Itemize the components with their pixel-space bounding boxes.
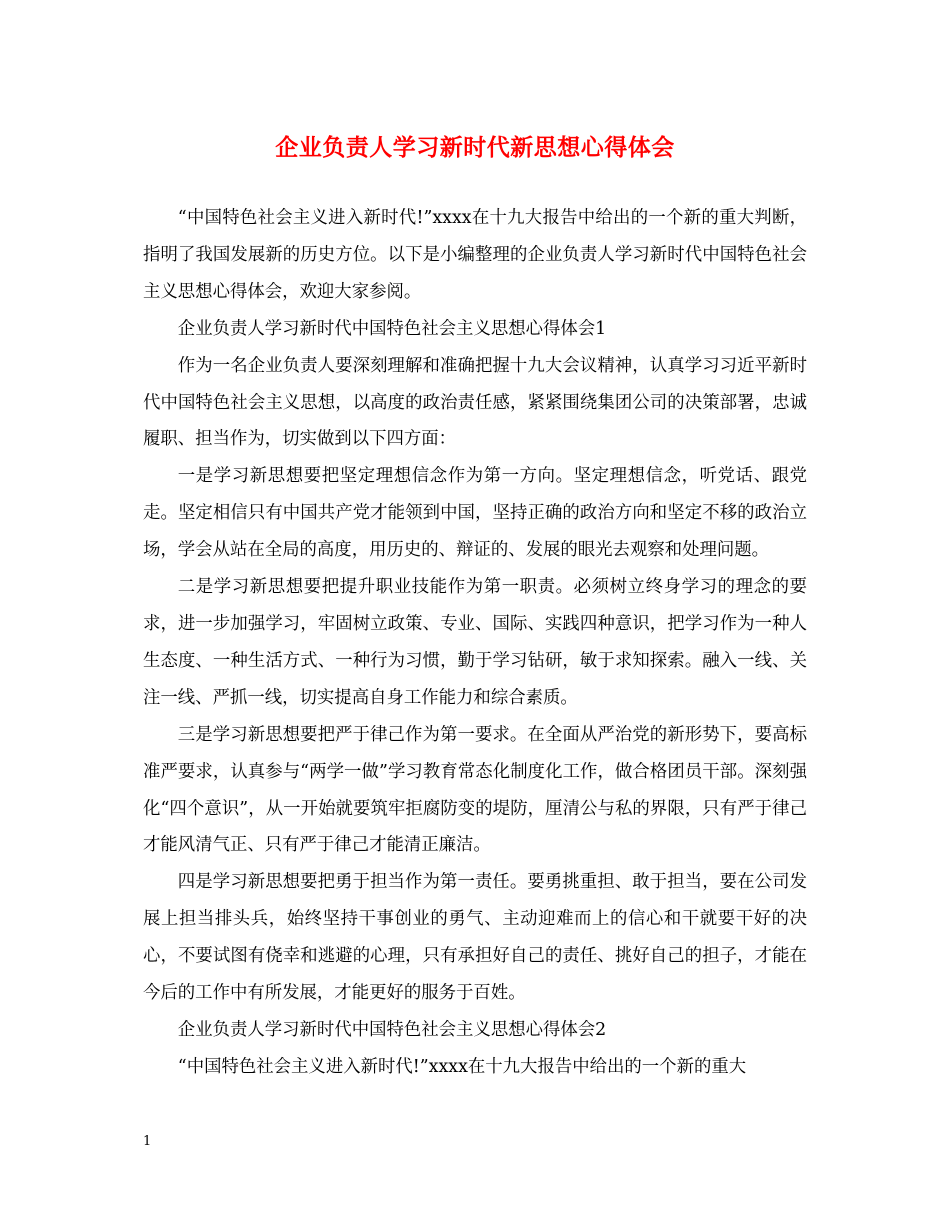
paragraph-6: “中国特色社会主义进入新时代!”xxxx在十九大报告中给出的一个新的重大 bbox=[177, 1056, 747, 1077]
section-heading-2: 企业负责人学习新时代中国特色社会主义思想心得体会2 bbox=[177, 1019, 607, 1040]
section-heading-1: 企业负责人学习新时代中国特色社会主义思想心得体会1 bbox=[177, 318, 607, 339]
paragraph-5: 四是学习新思想要把勇于担当作为第一责任。要勇挑重担、敢于担当，要在公司发展上担当排头兵，始终坚持干事创业的勇气、主动迎难而上的信心和干就要干好的决心，不要试图有侥幸和逃避的心理，只有承担好自己的责任、挑好自己的担子，才能在今后的工作中有所发展，才能更好的服务于百姓。 bbox=[143, 872, 807, 1004]
document-body bbox=[143, 200, 807, 1086]
paragraph-intro: “中国特色社会主义进入新时代!”xxxx在十九大报告中给出的一个新的重大判断，指明了我国发展新的历史方位。以下是小编整理的企业负责人学习新时代中国特色社会主义思想心得体会，欢迎大家参阅。 bbox=[143, 208, 807, 302]
paragraph-2: 一是学习新思想要把坚定理想信念作为第一方向。坚定理想信念，听党话、跟党走。坚定相信只有中国共产党才能领到中国，坚持正确的政治方向和坚定不移的政治立场，学会从站在全局的高度，用历史的、辩证的、发展的眼光去观察和处理问题。 bbox=[143, 466, 807, 561]
page-number: 1 bbox=[143, 1134, 152, 1149]
document-title: 企业负责人学习新时代新思想心得体会 bbox=[275, 134, 675, 161]
paragraph-1: 作为一名企业负责人要深刻理解和准确把握十九大会议精神，认真学习习近平新时代中国特色社会主义思想，以高度的政治责任感，紧紧围绕集团公司的决策部署，忠诚履职、担当作为，切实做到以下四方面： bbox=[143, 355, 807, 450]
paragraph-4: 三是学习新思想要把严于律己作为第一要求。在全面从严治党的新形势下，要高标准严要求，认真参与“两学一做”学习教育常态化制度化工作，做合格团员干部。深刻强化“四个意识”，从一开始就要筑牢拒腐防变的堤防，厘清公与私的界限，只有严于律己才能风清气正、只有严于律己才能清正廉洁。 bbox=[143, 724, 807, 856]
paragraph-3: 二是学习新思想要把提升职业技能作为第一职责。必须树立终身学习的理念的要求，进一步加强学习，牢固树立政策、专业、国际、实践四种意识，把学习作为一种人生态度、一种生活方式、一种行为习惯，勤于学习钻研，敏于求知探索。融入一线、关注一线、严抓一线，切实提高自身工作能力和综合素质。 bbox=[143, 577, 807, 708]
